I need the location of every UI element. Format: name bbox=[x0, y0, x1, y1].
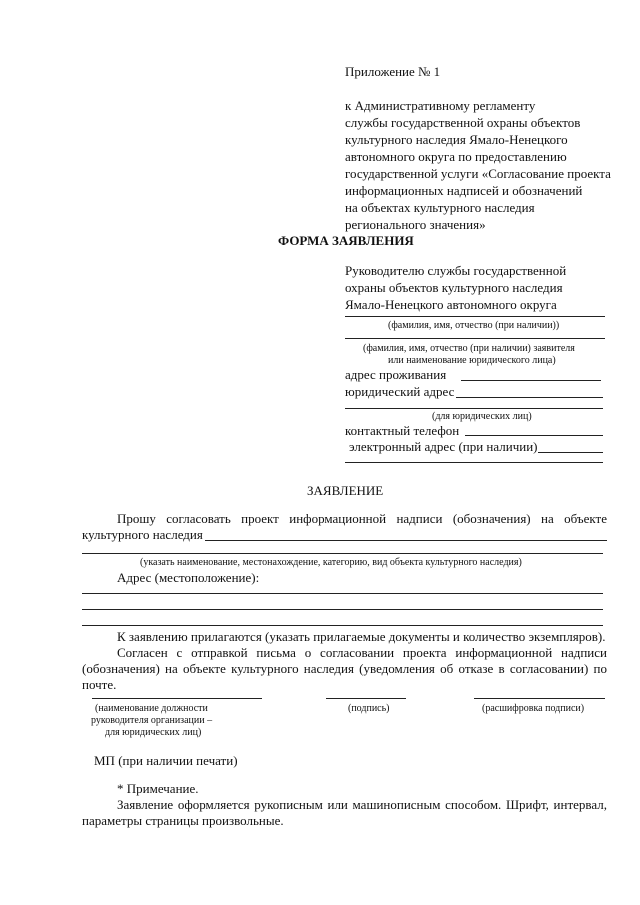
address-label: Адрес (местоположение): bbox=[117, 570, 260, 585]
appendix-line: информационных надписей и обозначений bbox=[345, 183, 583, 198]
address-blank-line-2[interactable] bbox=[82, 609, 603, 610]
applicant-hint: или наименование юридического лица) bbox=[388, 355, 556, 366]
object-blank-line[interactable] bbox=[205, 540, 607, 541]
request-line-2: культурного наследия bbox=[82, 527, 203, 542]
appendix-line: автономного округа по предоставлению bbox=[345, 149, 567, 164]
request-line-1: Прошу согласовать проект информационной надписи (обозначения) на объекте bbox=[117, 511, 607, 526]
note-line-2: параметры страницы произвольные. bbox=[82, 813, 284, 828]
phone-blank-line[interactable] bbox=[465, 435, 603, 436]
residence-blank-line[interactable] bbox=[461, 380, 601, 381]
position-hint: для юридических лиц) bbox=[105, 727, 202, 738]
appendix-line: культурного наследия Ямало-Ненецкого bbox=[345, 132, 568, 147]
seal-text: МП (при наличии печати) bbox=[94, 753, 238, 768]
fio-hint: (фамилия, имя, отчество (при наличии)) bbox=[388, 320, 560, 331]
appendix-line: к Административному регламенту bbox=[345, 98, 536, 113]
email-blank-line-2[interactable] bbox=[345, 462, 603, 463]
applicant-blank-line[interactable] bbox=[345, 338, 605, 339]
statement-heading: ЗАЯВЛЕНИЕ bbox=[307, 483, 384, 498]
appendix-line: государственной услуги «Согласование проекта bbox=[345, 166, 611, 181]
position-blank-line[interactable] bbox=[92, 698, 262, 699]
note-line-1: Заявление оформляется рукописным или машинописным способом. Шрифт, интервал, bbox=[117, 797, 607, 812]
decoding-hint: (расшифровка подписи) bbox=[482, 703, 585, 714]
consent-line-3: почте. bbox=[82, 677, 117, 692]
email-blank-line[interactable] bbox=[538, 452, 603, 453]
object-blank-line-2[interactable] bbox=[82, 553, 603, 554]
position-hint: (наименование должности bbox=[95, 703, 208, 714]
consent-line-1: Согласен с отправкой письма о согласовании проекта информационной надписи bbox=[117, 645, 607, 660]
fio-blank-line[interactable] bbox=[345, 316, 605, 317]
signature-hint: (подпись) bbox=[348, 703, 390, 714]
position-hint: руководителя организации – bbox=[91, 715, 213, 726]
appendix-title: Приложение № 1 bbox=[345, 64, 441, 79]
legal-address-blank-line-2[interactable] bbox=[345, 408, 603, 409]
residence-label: адрес проживания bbox=[345, 367, 447, 382]
signature-blank-line[interactable] bbox=[326, 698, 406, 699]
object-hint: (указать наименование, местонахождение, категорию, вид объекта культурного наследия) bbox=[140, 557, 522, 568]
legal-hint: (для юридических лиц) bbox=[432, 411, 532, 422]
attachments-text: К заявлению прилагаются (указать прилагаемые документы и количество экземпляров). bbox=[117, 629, 606, 644]
form-title: ФОРМА ЗАЯВЛЕНИЯ bbox=[278, 233, 414, 248]
addressee-line: охраны объектов культурного наследия bbox=[345, 280, 563, 295]
addressee-line: Ямало-Ненецкого автономного округа bbox=[345, 297, 557, 312]
appendix-line: службы государственной охраны объектов bbox=[345, 115, 581, 130]
phone-label: контактный телефон bbox=[345, 423, 460, 438]
legal-address-blank-line[interactable] bbox=[456, 397, 603, 398]
address-blank-line[interactable] bbox=[82, 593, 603, 594]
note-title: * Примечание. bbox=[117, 781, 199, 796]
legal-address-label: юридический адрес bbox=[345, 384, 455, 399]
appendix-line: на объектах культурного наследия bbox=[345, 200, 535, 215]
applicant-hint: (фамилия, имя, отчество (при наличии) заявителя bbox=[363, 343, 575, 354]
addressee-line: Руководителю службы государственной bbox=[345, 263, 567, 278]
consent-line-2: (обозначения) на объекте культурного наследия (уведомления об отказе в согласовании) по bbox=[82, 661, 607, 676]
email-label: электронный адрес (при наличии) bbox=[349, 439, 538, 454]
decoding-blank-line[interactable] bbox=[474, 698, 605, 699]
appendix-line: регионального значения» bbox=[345, 217, 486, 232]
address-blank-line-3[interactable] bbox=[82, 625, 603, 626]
